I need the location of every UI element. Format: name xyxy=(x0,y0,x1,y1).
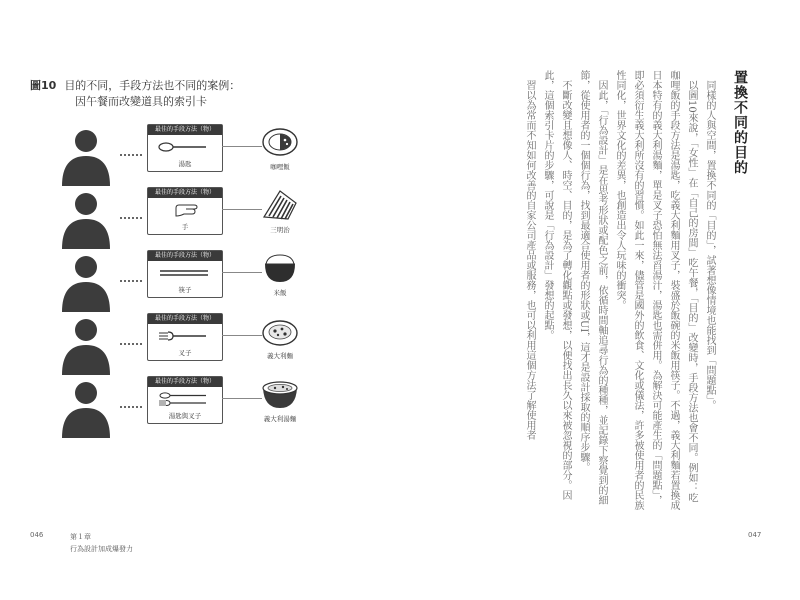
figure-row xyxy=(0,313,400,375)
dotted-connector xyxy=(120,154,142,156)
dotted-connector xyxy=(120,406,142,408)
tool-label: 湯匙 xyxy=(178,160,192,168)
body-text xyxy=(480,70,718,510)
food-label: 三明治 xyxy=(270,226,290,234)
index-card xyxy=(147,124,223,172)
card-heading: 最佳的手段方法（物） xyxy=(148,377,222,387)
paragraph: 同樣的人與空間，置換不同的「目的」，試著想像情境也能找到「問題點」。 xyxy=(704,80,715,410)
card-heading: 最佳的手段方法（物） xyxy=(148,125,222,135)
paragraph: 因此，「行為設計」是在思考形狀或配色之前，依循時間軸追尋行為的種種，並記錄下察覺到的細節，從使用者的一個個行為，找到最適合使用者的形狀或UI，這才是設計採取的順序步驟。 xyxy=(578,70,607,505)
figure-row xyxy=(0,250,400,312)
connector-line xyxy=(222,272,262,273)
connector-line xyxy=(222,209,262,210)
tool-label: 筷子 xyxy=(178,286,192,294)
food-label: 咖哩飯 xyxy=(270,163,290,171)
section-heading: 置換不同的目的 xyxy=(732,70,748,175)
paragraph: 習以為常而不知如何改善的自家公司產品或服務，也可以利用這個方法了解使用者 xyxy=(524,80,535,440)
page-number-left: 046 xyxy=(30,531,44,539)
card-heading: 最佳的手段方法（物） xyxy=(148,188,222,198)
index-card xyxy=(147,187,223,235)
figure-row xyxy=(0,376,400,438)
figure-row xyxy=(0,187,400,249)
pasta-plate-icon xyxy=(262,315,298,347)
running-footer xyxy=(70,531,133,555)
spoon-icon xyxy=(154,139,214,155)
chapter-subtitle: 行為設計加成爆發力 xyxy=(70,545,133,553)
person-icon xyxy=(58,191,114,249)
paragraph: 以圖10來說，「女性」在「自己的房間」吃午餐，「目的」改變時，手段方法也會不同。例如：吃咖哩飯的手段方法是湯匙，吃義大利麵用叉子，裝盛於飯碗的米飯用筷子。不過，義大利麵若置換成日本特有的義大利湯麵，單是叉子恐怕無法舀湯汁，湯匙也需併用。為解決可能產生的「問題點」，即必須衍生義大利所沒有的習慣。如此一來，儘管是國外的飲食、文化或儀法，許多被使用者的民族性同化，世界文化的差異，也創造出令人玩味的衝突。 xyxy=(614,70,697,510)
fork-icon xyxy=(154,328,214,344)
figure-caption xyxy=(30,78,240,110)
chapter-label: 第１章 xyxy=(70,533,91,541)
soup-pasta-icon xyxy=(262,378,298,410)
index-card xyxy=(147,376,223,424)
chopsticks-icon xyxy=(154,265,214,281)
connector-line xyxy=(222,335,262,336)
food-label: 義大利湯麵 xyxy=(263,415,297,423)
connector-line xyxy=(222,398,262,399)
card-heading: 最佳的手段方法（物） xyxy=(148,251,222,261)
person-icon xyxy=(58,380,114,438)
dotted-connector xyxy=(120,343,142,345)
page-number-right: 047 xyxy=(748,531,762,539)
person-icon xyxy=(58,317,114,375)
connector-line xyxy=(222,146,262,147)
rice-bowl-icon xyxy=(262,252,298,284)
card-heading: 最佳的手段方法（物） xyxy=(148,314,222,324)
dotted-connector xyxy=(120,217,142,219)
spoon-and-fork-icon xyxy=(154,391,214,407)
tool-label: 叉子 xyxy=(178,349,192,357)
hand-icon xyxy=(154,202,214,218)
tool-label: 湯匙與叉子 xyxy=(168,412,202,420)
person-icon xyxy=(58,128,114,186)
figure-number: 圖10 xyxy=(30,79,57,92)
figure-row xyxy=(0,124,400,186)
sandwich-icon xyxy=(262,189,298,221)
index-card xyxy=(147,313,223,361)
figure-title-line1: 目的不同，手段方法也不同的案例： xyxy=(64,79,241,92)
food-label: 米飯 xyxy=(273,289,287,297)
paragraph: 不斷改變且想像人、時空、目的，是為了轉化觀點或發想，以便找出長久以來被忽視的部分。因此，這個索引卡片的步驟，可說是「行為設計」發想的起點。 xyxy=(542,70,571,500)
index-card xyxy=(147,250,223,298)
dotted-connector xyxy=(120,280,142,282)
person-icon xyxy=(58,254,114,312)
figure-title-line2: 因午餐而改變道具的索引卡 xyxy=(75,95,207,108)
curry-rice-icon xyxy=(262,126,298,158)
food-label: 義大利麵 xyxy=(267,352,293,360)
tool-label: 手 xyxy=(181,223,189,231)
